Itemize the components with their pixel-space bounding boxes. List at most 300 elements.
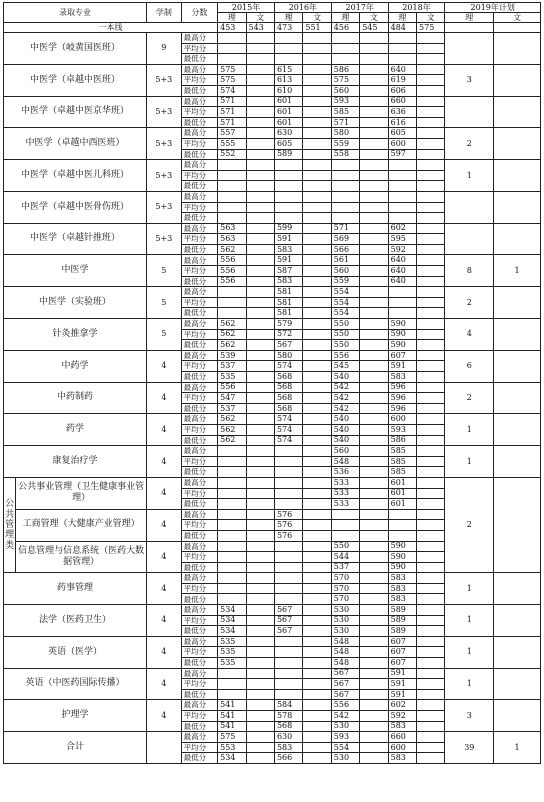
score-cell: 539 [218,350,246,361]
score-type-label: 最高分 [181,319,218,330]
score-cell [303,477,331,488]
score-cell [303,456,331,467]
score-cell [360,636,388,647]
table-row [4,700,541,711]
years-value: 4 [147,605,182,637]
score-cell [303,202,331,213]
score-cell: 591 [274,255,302,266]
score-cell: 578 [274,711,302,722]
score-cell [303,361,331,372]
score-cell [246,340,274,351]
score-cell [246,213,274,224]
arts-subheader: 文 [303,13,331,23]
score-type-label: 平均分 [181,424,218,435]
score-cell [331,530,359,541]
score-cell [417,679,445,690]
score-type-label: 最高分 [181,700,218,711]
score-cell: 576 [274,509,302,520]
score-cell: 619 [388,75,416,86]
score-type-label: 平均分 [181,75,218,86]
plan-science-value: 1 [445,605,494,637]
plan-science-value: 1 [445,414,494,446]
benchmark-label: 一本线 [4,23,218,33]
score-cell [303,382,331,393]
score-cell [360,234,388,245]
score-cell: 640 [388,255,416,266]
score-cell: 590 [388,541,416,552]
score-cell [246,732,274,743]
plan-science-value: 6 [445,350,494,382]
score-cell [246,541,274,552]
major-name: 中医学（卓越中医班） [4,64,147,96]
score-cell: 583 [388,583,416,594]
score-type-label: 最低分 [181,85,218,96]
score-type-label: 平均分 [181,488,218,499]
score-cell [360,223,388,234]
score-cell [417,350,445,361]
score-cell [417,647,445,658]
score-cell [246,530,274,541]
score-cell: 607 [388,647,416,658]
score-cell: 554 [331,308,359,319]
plan-arts-value [494,414,541,446]
score-cell: 596 [388,393,416,404]
score-cell: 556 [331,350,359,361]
score-cell: 583 [388,573,416,584]
score-cell [360,552,388,563]
score-cell [417,658,445,669]
score-cell: 534 [218,605,246,616]
score-cell: 607 [388,350,416,361]
score-cell [303,424,331,435]
year-2017-header: 2017年 [331,3,388,13]
score-cell [417,594,445,605]
score-cell: 570 [331,594,359,605]
score-cell: 534 [218,626,246,637]
major-name: 中医学（岐黄国医班） [4,33,147,65]
score-type-label: 最高分 [181,191,218,202]
score-cell [218,562,246,573]
score-cell: 562 [218,340,246,351]
major-name: 药事管理 [4,573,147,605]
score-cell: 550 [331,329,359,340]
score-cell [360,191,388,202]
score-cell: 581 [274,287,302,298]
years-value: 4 [147,414,182,446]
score-type-label: 最高分 [181,255,218,266]
plan-science-value: 2 [445,287,494,319]
score-cell [417,509,445,520]
score-cell [218,541,246,552]
score-cell [218,552,246,563]
score-cell [274,488,302,499]
plan-science-value: 2 [445,128,494,160]
score-cell: 563 [218,223,246,234]
score-cell [303,605,331,616]
score-type-label: 最低分 [181,467,218,478]
score-type-label: 平均分 [181,615,218,626]
score-type-label: 最低分 [181,689,218,700]
year-2015-header: 2015年 [218,3,275,13]
score-cell [417,181,445,192]
score-cell [417,721,445,732]
years-value: 5+3 [147,160,182,192]
plan-science-value: 1 [445,636,494,668]
score-cell: 600 [388,414,416,425]
score-cell [388,181,416,192]
score-cell [246,424,274,435]
score-cell [303,308,331,319]
score-cell [360,149,388,160]
score-cell [360,668,388,679]
score-cell: 556 [218,255,246,266]
score-cell: 571 [218,96,246,107]
score-cell [274,573,302,584]
score-cell [388,33,416,44]
score-cell [417,244,445,255]
score-cell [303,393,331,404]
score-cell [360,128,388,139]
score-cell: 606 [388,85,416,96]
plan-arts-value: 1 [494,255,541,287]
score-type-label: 最高分 [181,446,218,457]
score-cell [360,43,388,54]
score-cell [246,594,274,605]
score-cell: 589 [274,149,302,160]
score-cell: 530 [331,721,359,732]
score-cell: 563 [218,234,246,245]
score-cell: 540 [331,414,359,425]
score-cell: 562 [218,329,246,340]
score-type-label: 平均分 [181,138,218,149]
score-cell [218,446,246,457]
table-row [4,732,541,743]
score-cell [303,43,331,54]
score-cell [246,33,274,44]
score-cell [360,213,388,224]
years-value [147,732,182,764]
benchmark-value: 551 [303,23,331,33]
score-cell: 591 [388,679,416,690]
years-value: 4 [147,350,182,382]
score-cell [303,647,331,658]
score-cell [246,96,274,107]
score-cell: 537 [218,403,246,414]
score-cell [417,191,445,202]
score-cell [360,160,388,171]
table-header [4,3,541,33]
score-cell [303,234,331,245]
score-cell [360,181,388,192]
score-cell [246,170,274,181]
score-cell [360,435,388,446]
years-value: 4 [147,446,182,478]
plan-science-value [445,223,494,255]
score-cell: 562 [218,244,246,255]
score-cell: 601 [388,488,416,499]
score-cell: 548 [331,658,359,669]
score-cell [303,319,331,330]
score-cell: 540 [331,424,359,435]
major-name: 针灸推拿学 [4,319,147,351]
score-cell [360,446,388,457]
score-cell [303,160,331,171]
score-cell [417,117,445,128]
score-cell [388,160,416,171]
score-type-label: 最高分 [181,33,218,44]
score-cell: 540 [331,435,359,446]
benchmark-value: 545 [360,23,388,33]
table-row [4,191,541,202]
score-cell: 548 [331,636,359,647]
score-type-label: 最高分 [181,382,218,393]
score-cell [388,213,416,224]
years-value: 4 [147,636,182,668]
score-cell [360,732,388,743]
score-cell: 601 [388,499,416,510]
score-cell [303,742,331,753]
score-cell [360,85,388,96]
score-cell [246,234,274,245]
score-cell [246,244,274,255]
score-cell: 579 [274,319,302,330]
score-cell [360,753,388,764]
score-cell [218,43,246,54]
score-cell: 562 [218,319,246,330]
score-cell [303,297,331,308]
score-cell [246,255,274,266]
plan-science-value: 1 [445,668,494,700]
score-cell [303,117,331,128]
score-cell: 583 [388,372,416,383]
score-cell [218,509,246,520]
score-cell [331,43,359,54]
score-type-label: 最低分 [181,149,218,160]
score-cell: 533 [331,499,359,510]
table-body [4,33,541,764]
score-cell [246,350,274,361]
score-cell: 593 [388,424,416,435]
score-cell [417,202,445,213]
score-cell [246,477,274,488]
score-cell: 574 [218,85,246,96]
score-cell [360,107,388,118]
score-cell [388,520,416,531]
score-cell [246,520,274,531]
score-cell [360,350,388,361]
major-name: 信息管理与信息系统（医药大数据管理） [16,541,147,573]
score-cell [417,149,445,160]
science-subheader: 理 [218,13,246,23]
plan-arts-value [494,191,541,223]
score-cell [274,181,302,192]
score-cell [417,477,445,488]
score-cell: 593 [331,732,359,743]
score-cell [218,689,246,700]
score-cell: 595 [388,234,416,245]
score-cell [274,54,302,65]
score-cell [218,202,246,213]
score-cell [303,668,331,679]
major-name: 康复治疗学 [4,446,147,478]
score-cell [417,128,445,139]
score-cell [246,605,274,616]
score-cell [246,54,274,65]
score-cell [218,297,246,308]
score-type-label: 平均分 [181,393,218,404]
score-cell [388,191,416,202]
score-cell [388,509,416,520]
score-cell [246,43,274,54]
score-cell: 533 [331,488,359,499]
score-cell [246,223,274,234]
major-name: 护理学 [4,700,147,732]
score-cell [218,54,246,65]
score-cell: 567 [331,668,359,679]
score-cell [303,96,331,107]
score-cell [360,647,388,658]
score-cell [246,117,274,128]
score-cell [303,255,331,266]
score-cell [274,456,302,467]
major-name: 英语（中医药国际传播） [4,668,147,700]
score-type-label: 平均分 [181,329,218,340]
table-row [4,96,541,107]
score-type-label: 最低分 [181,213,218,224]
score-cell [360,658,388,669]
score-cell [417,668,445,679]
score-cell [417,562,445,573]
score-cell: 567 [274,626,302,637]
score-cell: 586 [388,435,416,446]
score-cell [274,689,302,700]
score-type-label: 最低分 [181,117,218,128]
score-cell [274,594,302,605]
score-cell [417,329,445,340]
score-cell [303,64,331,75]
plan-arts-value [494,668,541,700]
score-cell: 560 [331,85,359,96]
score-cell [303,594,331,605]
years-value: 4 [147,573,182,605]
score-cell [303,149,331,160]
major-name: 英语（医学） [4,636,147,668]
score-cell [303,689,331,700]
table-row [4,605,541,616]
score-cell [417,255,445,266]
score-cell [360,742,388,753]
score-cell [417,107,445,118]
score-cell [360,403,388,414]
score-cell [303,244,331,255]
science-subheader: 理 [445,13,494,23]
score-cell [417,605,445,616]
score-cell [388,54,416,65]
score-cell [303,488,331,499]
score-cell: 630 [274,128,302,139]
score-cell [218,583,246,594]
score-cell [360,33,388,44]
score-cell [246,679,274,690]
score-type-label: 最低分 [181,403,218,414]
score-type-label: 平均分 [181,552,218,563]
table-row [4,414,541,425]
score-cell [417,75,445,86]
score-cell [246,414,274,425]
score-cell [303,128,331,139]
score-cell [274,679,302,690]
score-cell: 557 [218,128,246,139]
score-cell [331,181,359,192]
score-cell: 560 [331,446,359,457]
score-cell: 542 [331,403,359,414]
benchmark-value: 453 [218,23,246,33]
score-cell [303,732,331,743]
score-cell: 585 [388,456,416,467]
score-cell [246,128,274,139]
score-cell [274,43,302,54]
score-cell [360,96,388,107]
score-cell [303,33,331,44]
score-cell: 589 [388,626,416,637]
benchmark-value: 473 [274,23,302,33]
score-cell: 640 [388,276,416,287]
table-row [4,319,541,330]
score-cell: 534 [218,615,246,626]
score-cell: 601 [274,107,302,118]
score-cell [303,414,331,425]
score-cell: 607 [388,658,416,669]
score-cell [246,488,274,499]
score-cell [360,414,388,425]
score-cell [274,658,302,669]
years-value: 5+3 [147,223,182,255]
score-cell [246,658,274,669]
score-cell [218,170,246,181]
score-cell [218,287,246,298]
score-type-label: 平均分 [181,742,218,753]
score-cell [218,160,246,171]
score-cell [417,711,445,722]
score-cell: 640 [388,64,416,75]
score-cell: 576 [274,530,302,541]
score-cell [331,160,359,171]
score-cell [331,170,359,181]
score-cell: 575 [218,75,246,86]
major-column-header: 录取专业 [4,3,147,23]
score-type-label: 最高分 [181,541,218,552]
score-cell [360,615,388,626]
score-cell [274,213,302,224]
arts-subheader: 文 [246,13,274,23]
score-cell [417,403,445,414]
score-cell [246,456,274,467]
arts-subheader: 文 [494,13,541,23]
score-type-label: 最高分 [181,350,218,361]
score-cell [417,636,445,647]
score-cell: 602 [388,223,416,234]
score-cell: 605 [388,128,416,139]
score-cell [417,319,445,330]
score-cell: 596 [388,403,416,414]
score-cell [360,75,388,86]
score-cell: 567 [331,689,359,700]
score-cell: 581 [274,308,302,319]
score-cell [388,308,416,319]
score-cell: 547 [218,393,246,404]
score-cell [246,372,274,383]
score-cell [246,382,274,393]
